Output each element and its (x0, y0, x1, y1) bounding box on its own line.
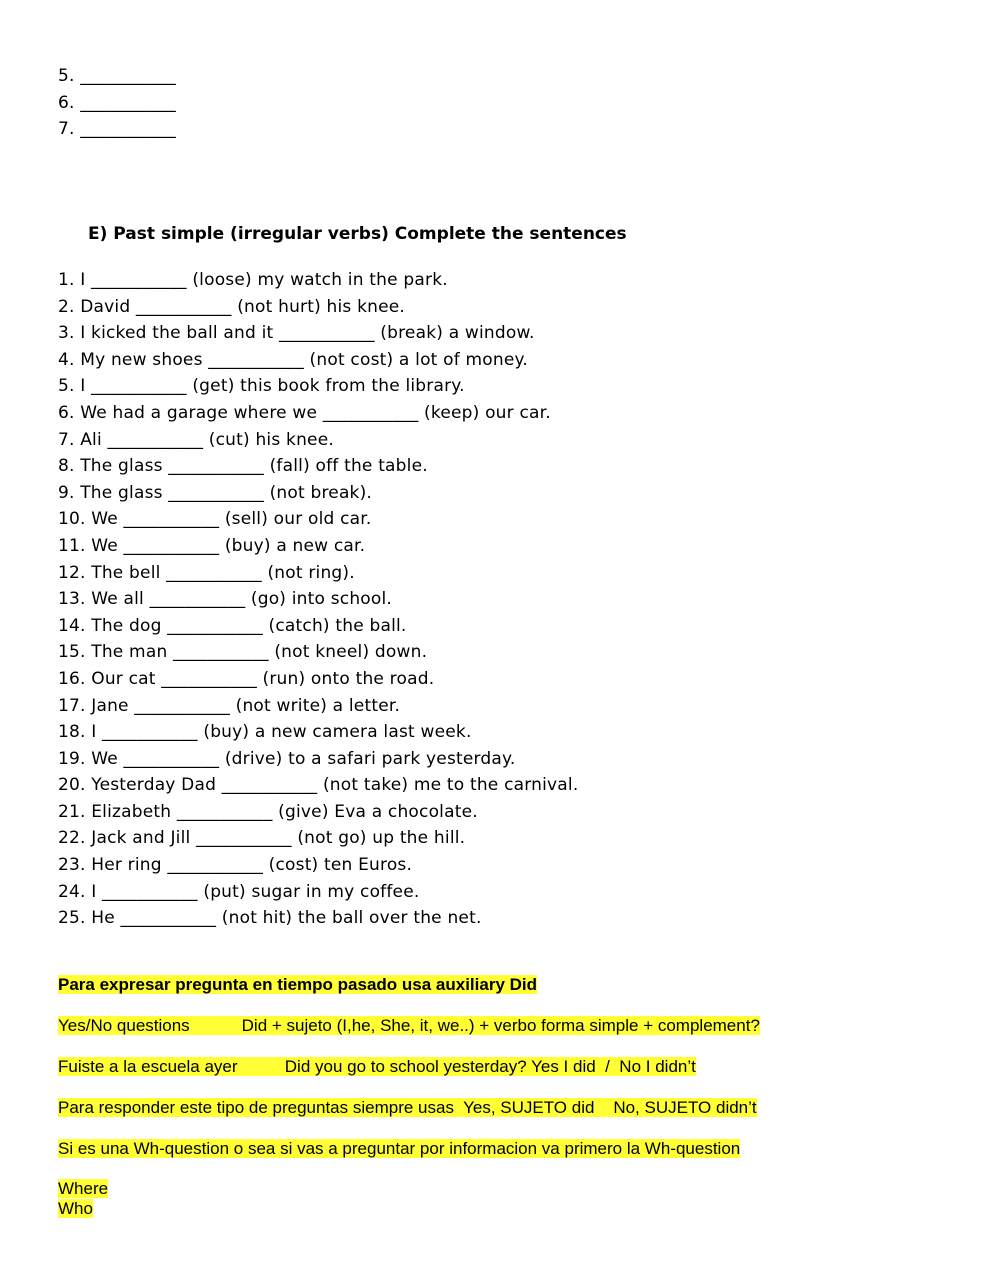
list-item: 5. ___________ (58, 66, 176, 86)
exercise-item: 25. He ___________ (not hit) the ball over the net. (58, 908, 482, 929)
exercise-item: 13. We all ___________ (go) into school. (58, 589, 393, 610)
exercise-item: 1. I ___________ (loose) my watch in the park. (58, 270, 448, 290)
exercise-item: 15. The man ___________ (not kneel) down. (58, 642, 428, 663)
exercise-item: 24. I ___________ (put) sugar in my coffee. (58, 881, 420, 902)
section-title: E) Past simple (irregular verbs) Complete the sentences (88, 224, 627, 244)
exercise-item: 6. We had a garage where we ___________ (keep) our car. (58, 402, 551, 423)
list-item: 7. ___________ (58, 119, 176, 140)
exercise-item: 12. The bell ___________ (not ring). (58, 562, 355, 583)
exercise-item: 8. The glass ___________ (fall) off the table. (58, 456, 428, 477)
note-line-heading (58, 974, 760, 1015)
exercise-item: 4. My new shoes ___________ (not cost) a lot of money. (58, 349, 528, 370)
exercise-item: 14. The dog ___________ (catch) the ball. (58, 615, 407, 636)
notes-heading: Para expresar pregunta en tiempo pasado usa auxiliary Did (58, 975, 538, 994)
exercise-item: 17. Jane ___________ (not write) a letter. (58, 695, 401, 716)
exercise-item: 19. We ___________ (drive) to a safari park yesterday. (58, 748, 516, 769)
wh-word: Where (58, 1179, 109, 1198)
wh-word-line (58, 1179, 760, 1199)
exercise-item: 16. Our cat ___________ (run) onto the road. (58, 668, 435, 689)
exercise-item: 10. We ___________ (sell) our old car. (58, 509, 372, 530)
exercise-item: 9. The glass ___________ (not break). (58, 482, 373, 503)
exercise-item: 18. I ___________ (buy) a new camera last week. (58, 722, 472, 743)
list-item: 6. ___________ (58, 92, 176, 113)
exercise-item: 11. We ___________ (buy) a new car. (58, 535, 366, 556)
exercise-item: 21. Elizabeth ___________ (give) Eva a chocolate. (58, 801, 478, 822)
exercise-item: 3. I kicked the ball and it ___________ (break) a window. (58, 323, 535, 344)
exercise-item: 22. Jack and Jill ___________ (not go) up the hill. (58, 828, 466, 849)
exercise-item: 23. Her ring ___________ (cost) ten Euros. (58, 855, 413, 876)
exercise-item: 7. Ali ___________ (cut) his knee. (58, 429, 334, 450)
note-line-example (58, 1056, 760, 1097)
note-line-answers (58, 1097, 760, 1138)
exercise-item: 5. I ___________ (get) this book from the library. (58, 376, 465, 397)
note-line-yes-no (58, 1015, 760, 1056)
wh-word: Who (58, 1199, 93, 1218)
exercise-list (58, 267, 578, 932)
grammar-notes (58, 974, 760, 1219)
short-answers-rule: Para responder este tipo de preguntas siempre usas Yes, SUJETO did No, SUJETO didn’t (58, 1098, 757, 1117)
previous-exercise-list (58, 63, 176, 143)
wh-word-line (58, 1199, 760, 1219)
exercise-item: 2. David ___________ (not hurt) his knee. (58, 296, 406, 317)
exercise-item: 20. Yesterday Dad ___________ (not take) me to the carnival. (58, 775, 579, 796)
example-sentence: Fuiste a la escuela ayer Did you go to school yesterday? Yes I did / No I didn’t (58, 1057, 696, 1076)
yes-no-rule: Yes/No questions Did + sujeto (I,he, She, it, we..) + verbo forma simple + complement? (58, 1016, 760, 1035)
note-line-wh-intro (58, 1138, 760, 1179)
wh-question-rule: Si es una Wh-question o sea si vas a preguntar por informacion va primero la Wh-question (58, 1139, 741, 1158)
